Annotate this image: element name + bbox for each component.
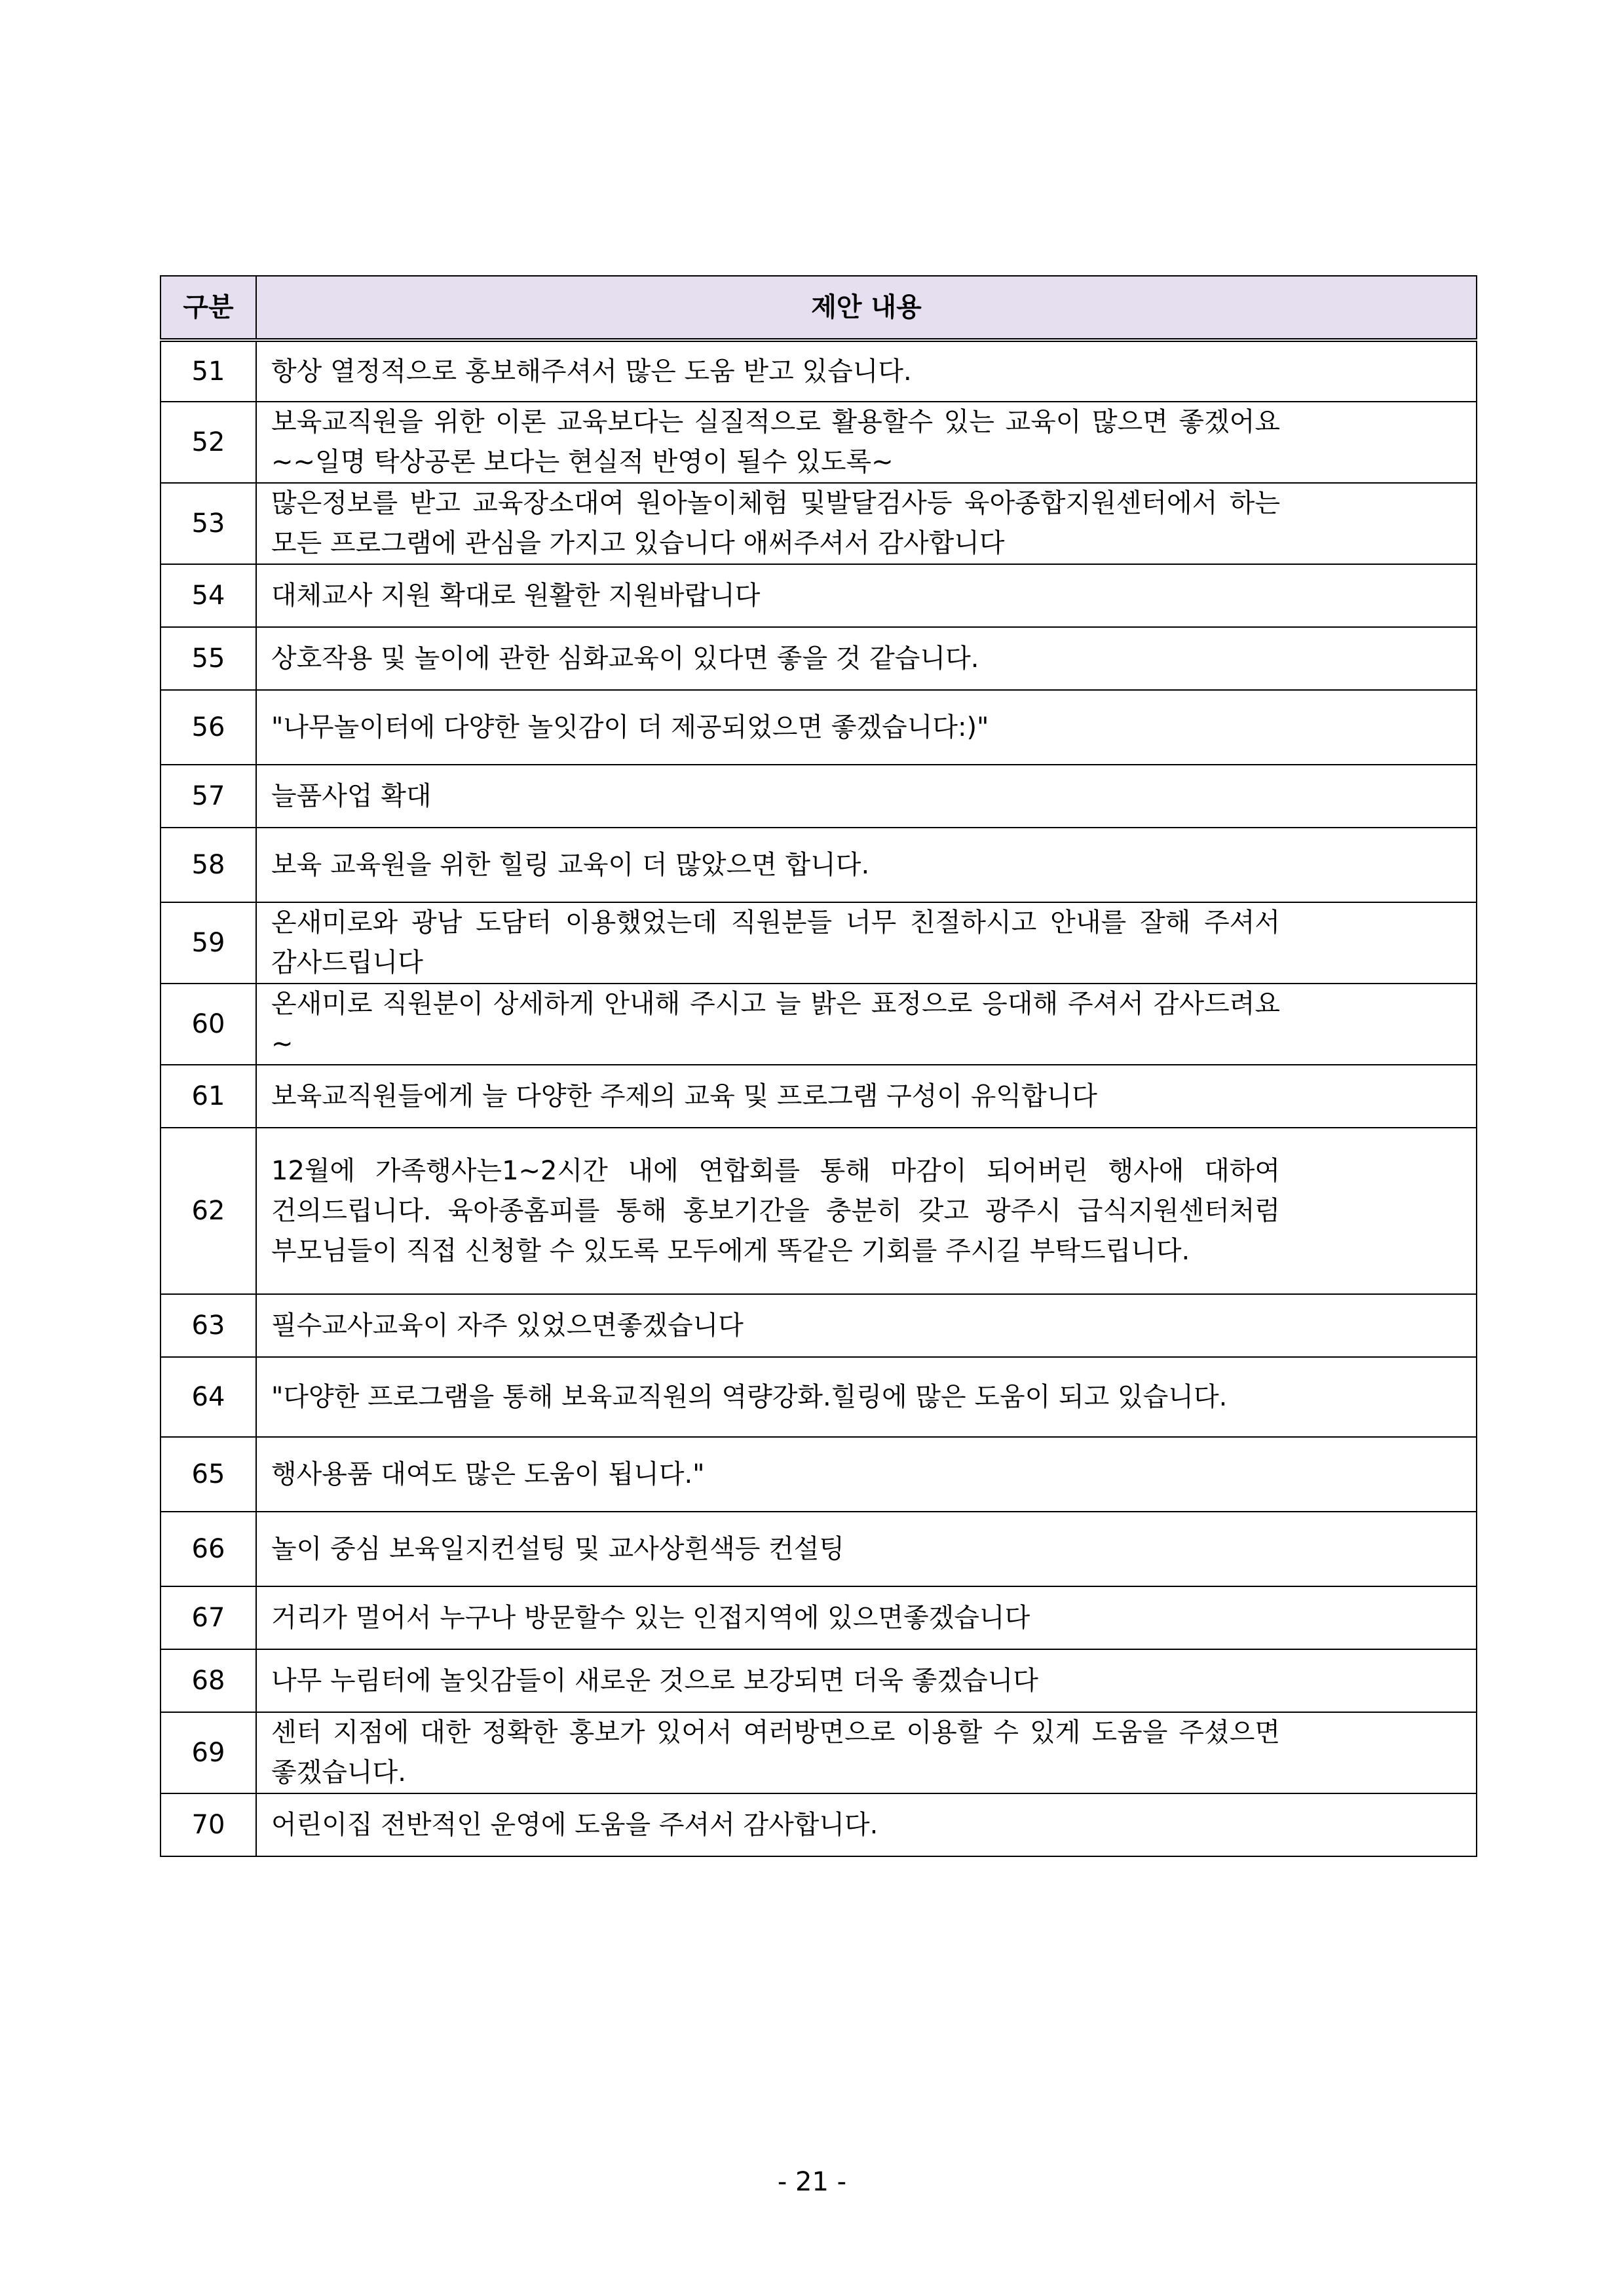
row-content	[256, 564, 1477, 627]
table-header-row	[161, 276, 1477, 340]
row-content	[256, 902, 1477, 984]
row-content-text: 상호작용 및 놀이에 관한 심화교육이 있다면 좋을 것 같습니다.	[271, 643, 979, 674]
proposal-table	[160, 275, 1477, 1857]
table-row	[161, 690, 1477, 765]
row-content-text: 놀이 중심 보육일지컨설팅 및 교사상흰색등 컨설팅	[271, 1533, 845, 1564]
row-content-text: 항상 열정적으로 홍보해주셔서 많은 도움 받고 있습니다.	[271, 356, 912, 387]
row-content	[256, 1793, 1477, 1856]
row-number: 54	[161, 564, 256, 627]
table-row	[161, 828, 1477, 902]
table-row	[161, 1128, 1477, 1294]
page-number: - 21 -	[777, 2167, 847, 2197]
table-row	[161, 1586, 1477, 1649]
row-content-text: 나무 누림터에 놀잇감들이 새로운 것으로 보강되면 더욱 좋겠습니다	[271, 1665, 1038, 1696]
row-content	[256, 1649, 1477, 1712]
row-content-text: 거리가 멀어서 누구나 방문할수 있는 인접지역에 있으면좋겠습니다	[271, 1602, 1030, 1633]
table-row	[161, 1649, 1477, 1712]
row-content-text: 12월에 가족행사는1~2시간 내에 연합회를 통해 마감이 되어버린 행사애 대하여 건의드립니다. 육아종홈피를 통해 홍보기간을 충분히 갖고 광주시 급식지원센터처럼 부모님들이 직접 신청할 수 있도록 모두에게 똑같은 기회를 주시길 부탁드립니다.	[271, 1155, 1280, 1266]
table-row	[161, 402, 1477, 483]
header-content: 제안 내용	[256, 276, 1477, 340]
row-content-text: 온새미로 직원분이 상세하게 안내해 주시고 늘 밝은 표정으로 응대해 주셔서 감사드려요~	[271, 989, 1280, 1059]
row-number: 51	[161, 340, 256, 402]
row-number: 55	[161, 627, 256, 690]
row-content-text: 어린이집 전반적인 운영에 도움을 주셔서 감사합니다.	[271, 1809, 878, 1840]
table-row	[161, 627, 1477, 690]
row-number: 63	[161, 1294, 256, 1357]
row-number: 59	[161, 902, 256, 984]
row-content	[256, 765, 1477, 828]
row-number: 66	[161, 1512, 256, 1586]
row-number: 52	[161, 402, 256, 483]
row-number: 58	[161, 828, 256, 902]
row-number: 67	[161, 1586, 256, 1649]
row-content	[256, 1065, 1477, 1128]
row-content	[256, 828, 1477, 902]
row-number: 57	[161, 765, 256, 828]
row-content	[256, 340, 1477, 402]
row-content	[256, 1128, 1477, 1294]
row-content-text: 보육교직원들에게 늘 다양한 주제의 교육 및 프로그램 구성이 유익합니다	[271, 1081, 1097, 1111]
row-content	[256, 402, 1477, 483]
table-row	[161, 340, 1477, 402]
row-content-text: 대체교사 지원 확대로 원활한 지원바랍니다	[271, 580, 761, 611]
row-content-text: 보육 교육원을 위한 힐링 교육이 더 많았으면 합니다.	[271, 849, 870, 880]
row-content-text: 필수교사교육이 자주 있었으면좋겠습니다	[271, 1310, 744, 1341]
table-row	[161, 1357, 1477, 1437]
row-content-text: 온새미로와 광남 도담터 이용했었는데 직원분들 너무 친절하시고 안내를 잘해 주셔서 감사드립니다	[271, 908, 1280, 978]
row-number: 53	[161, 483, 256, 564]
row-content	[256, 984, 1477, 1065]
row-content	[256, 1357, 1477, 1437]
row-number: 56	[161, 690, 256, 765]
row-content-text: 많은정보를 받고 교육장소대여 원아놀이체험 및발달검사등 육아종합지원센터에서 하는 모든 프로그램에 관심을 가지고 있습니다 애써주셔서 감사합니다	[271, 488, 1280, 558]
table-row	[161, 1294, 1477, 1357]
table-row	[161, 564, 1477, 627]
row-content-text: 행사용품 대여도 많은 도움이 됩니다."	[271, 1459, 705, 1489]
row-content-text: "다양한 프로그램을 통해 보육교직원의 역량강화.힐링에 많은 도움이 되고 있습니다.	[271, 1381, 1228, 1412]
row-content-text: 늘품사업 확대	[271, 780, 432, 811]
table-row	[161, 984, 1477, 1065]
row-number: 68	[161, 1649, 256, 1712]
row-content-text: "나무놀이터에 다양한 놀잇감이 더 제공되었으면 좋겠습니다:)"	[271, 712, 989, 742]
table-row	[161, 1437, 1477, 1512]
row-number: 70	[161, 1793, 256, 1856]
row-number: 69	[161, 1712, 256, 1793]
header-number: 구분	[161, 276, 256, 340]
row-number: 61	[161, 1065, 256, 1128]
table-row	[161, 765, 1477, 828]
row-content	[256, 1512, 1477, 1586]
table-row	[161, 1512, 1477, 1586]
table-row	[161, 1712, 1477, 1793]
row-content	[256, 1437, 1477, 1512]
table-row	[161, 902, 1477, 984]
table-row	[161, 1065, 1477, 1128]
row-content	[256, 627, 1477, 690]
row-content	[256, 1294, 1477, 1357]
row-content	[256, 1712, 1477, 1793]
row-number: 60	[161, 984, 256, 1065]
row-number: 65	[161, 1437, 256, 1512]
table-row	[161, 483, 1477, 564]
row-content	[256, 690, 1477, 765]
row-number: 62	[161, 1128, 256, 1294]
row-content	[256, 1586, 1477, 1649]
row-content-text: 보육교직원을 위한 이론 교육보다는 실질적으로 활용할수 있는 교육이 많으면 좋겠어요~~일명 탁상공론 보다는 현실적 반영이 될수 있도록~	[271, 407, 1280, 477]
row-number: 64	[161, 1357, 256, 1437]
row-content-text: 센터 지점에 대한 정확한 홍보가 있어서 여러방면으로 이용할 수 있게 도움을 주셨으면 좋겠습니다.	[271, 1717, 1280, 1788]
row-content	[256, 483, 1477, 564]
table-row	[161, 1793, 1477, 1856]
